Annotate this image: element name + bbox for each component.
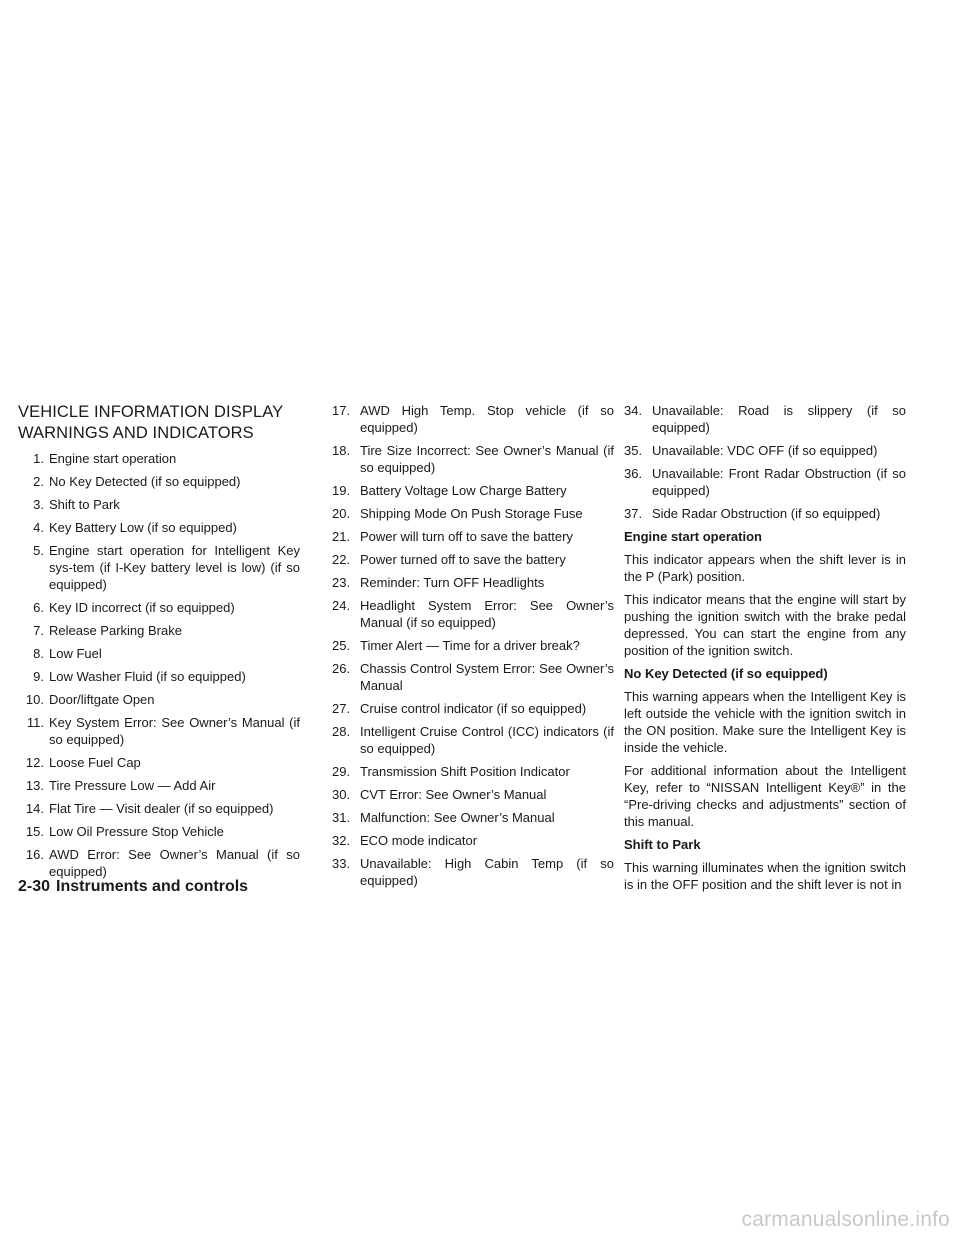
list-item bbox=[624, 465, 906, 499]
item-number: 4. bbox=[33, 520, 44, 535]
list-item bbox=[332, 442, 614, 476]
item-text: Low Fuel bbox=[49, 646, 102, 661]
item-number: 14. bbox=[25, 801, 44, 816]
item-text: Transmission Shift Position Indicator bbox=[360, 764, 570, 779]
item-text: Intelligent Cruise Control (ICC) indicators (if so equipped) bbox=[360, 724, 614, 756]
list-item bbox=[332, 505, 614, 522]
item-text: Unavailable: VDC OFF (if so equipped) bbox=[652, 443, 878, 458]
item-text: Key Battery Low (if so equipped) bbox=[49, 520, 237, 535]
list-item bbox=[332, 855, 614, 889]
item-text: Side Radar Obstruction (if so equipped) bbox=[652, 506, 881, 521]
item-text: Door/liftgate Open bbox=[49, 692, 155, 707]
list-item bbox=[18, 823, 300, 840]
item-number: 21. bbox=[332, 529, 351, 544]
watermark: carmanualsonline.info bbox=[741, 1208, 950, 1231]
item-number: 2. bbox=[33, 474, 44, 489]
item-text: AWD Error: See Owner’s Manual (if so equipped) bbox=[49, 847, 300, 879]
item-text: Release Parking Brake bbox=[49, 623, 182, 638]
section-title bbox=[18, 402, 300, 444]
column-1 bbox=[18, 402, 300, 886]
column-2 bbox=[332, 402, 614, 895]
item-number: 37. bbox=[624, 506, 643, 521]
list-item bbox=[332, 723, 614, 757]
item-number: 26. bbox=[332, 661, 351, 676]
list-item bbox=[624, 505, 906, 522]
item-text: Power will turn off to save the battery bbox=[360, 529, 573, 544]
list-item bbox=[332, 786, 614, 803]
list-item bbox=[18, 714, 300, 748]
item-text: Flat Tire — Visit dealer (if so equipped) bbox=[49, 801, 274, 816]
no-key-paragraph-2: For additional information about the Intelligent Key, refer to “NISSAN Intelligent Key®” in the “Pre-driving checks and adjustments” section of this manual. bbox=[624, 763, 906, 829]
section-title-line1: VEHICLE INFORMATION DISPLAY bbox=[18, 403, 284, 421]
item-number: 17. bbox=[332, 403, 351, 418]
item-text: Shipping Mode On Push Storage Fuse bbox=[360, 506, 583, 521]
footer-section-name: Instruments and controls bbox=[56, 878, 249, 895]
list-item bbox=[18, 668, 300, 685]
list-item bbox=[332, 528, 614, 545]
item-text: No Key Detected (if so equipped) bbox=[49, 474, 241, 489]
engine-start-paragraph-2: This indicator means that the engine will start by pushing the ignition switch with the brake pedal depressed. You can start the engine from any position of the ignition switch. bbox=[624, 592, 906, 658]
item-number: 16. bbox=[25, 847, 44, 862]
item-number: 10. bbox=[25, 692, 44, 707]
item-number: 11. bbox=[26, 715, 44, 730]
list-item bbox=[332, 660, 614, 694]
item-number: 1. bbox=[33, 451, 44, 466]
item-number: 32. bbox=[332, 833, 351, 848]
item-text: Engine start operation bbox=[49, 451, 177, 466]
item-text: Key System Error: See Owner’s Manual (if so equipped) bbox=[49, 715, 300, 747]
list-item bbox=[332, 637, 614, 654]
item-number: 18. bbox=[332, 443, 351, 458]
list-item bbox=[18, 800, 300, 817]
list-item bbox=[18, 450, 300, 467]
item-text: Loose Fuel Cap bbox=[49, 755, 141, 770]
item-number: 6. bbox=[33, 600, 44, 615]
item-number: 36. bbox=[624, 466, 643, 481]
item-text: Unavailable: Road is slippery (if so equipped) bbox=[652, 403, 906, 435]
item-number: 7. bbox=[33, 623, 44, 638]
shift-park-heading: Shift to Park bbox=[624, 837, 701, 852]
item-number: 25. bbox=[332, 638, 351, 653]
item-text: Low Washer Fluid (if so equipped) bbox=[49, 669, 246, 684]
item-number: 23. bbox=[332, 575, 351, 590]
item-number: 13. bbox=[25, 778, 44, 793]
item-text: Malfunction: See Owner’s Manual bbox=[360, 810, 555, 825]
list-item bbox=[332, 700, 614, 717]
item-text: Unavailable: Front Radar Obstruction (if so equipped) bbox=[652, 466, 906, 498]
list-item bbox=[332, 402, 614, 436]
shift-park-paragraph-1: This warning illuminates when the ignition switch is in the OFF position and the shift lever is not in bbox=[624, 860, 906, 892]
section-title-line2: WARNINGS AND INDICATORS bbox=[18, 424, 254, 442]
item-number: 34. bbox=[624, 403, 643, 418]
item-text: Battery Voltage Low Charge Battery bbox=[360, 483, 567, 498]
item-number: 3. bbox=[33, 497, 44, 512]
item-text: Cruise control indicator (if so equipped) bbox=[360, 701, 587, 716]
item-number: 29. bbox=[332, 764, 351, 779]
list-item bbox=[18, 691, 300, 708]
list-item bbox=[624, 402, 906, 436]
item-number: 28. bbox=[332, 724, 351, 739]
list-item bbox=[18, 754, 300, 771]
list-item bbox=[332, 832, 614, 849]
list-item bbox=[18, 846, 300, 880]
item-number: 24. bbox=[332, 598, 351, 613]
item-number: 20. bbox=[332, 506, 351, 521]
indicator-list-part2 bbox=[332, 402, 614, 889]
indicator-list-part3 bbox=[624, 402, 906, 522]
list-item bbox=[332, 763, 614, 780]
item-text: Chassis Control System Error: See Owner’s Manual bbox=[360, 661, 614, 693]
list-item bbox=[18, 599, 300, 616]
item-number: 33. bbox=[332, 856, 351, 871]
no-key-heading: No Key Detected (if so equipped) bbox=[624, 666, 828, 681]
item-number: 27. bbox=[332, 701, 351, 716]
engine-start-heading: Engine start operation bbox=[624, 529, 762, 544]
item-text: CVT Error: See Owner’s Manual bbox=[360, 787, 547, 802]
item-number: 19. bbox=[332, 483, 351, 498]
column-3 bbox=[624, 402, 906, 899]
list-item bbox=[332, 597, 614, 631]
item-text: Unavailable: High Cabin Temp (if so equipped) bbox=[360, 856, 614, 888]
item-number: 8. bbox=[33, 646, 44, 661]
item-text: Headlight System Error: See Owner’s Manual (if so equipped) bbox=[360, 598, 614, 630]
item-number: 35. bbox=[624, 443, 643, 458]
item-text: Engine start operation for Intelligent Key sys-tem (if I-Key battery level is low) (if so equipped) bbox=[49, 543, 300, 592]
item-text: ECO mode indicator bbox=[360, 833, 478, 848]
list-item bbox=[18, 542, 300, 593]
list-item bbox=[18, 622, 300, 639]
item-number: 30. bbox=[332, 787, 351, 802]
item-number: 15. bbox=[25, 824, 44, 839]
item-text: Power turned off to save the battery bbox=[360, 552, 566, 567]
item-number: 12. bbox=[25, 755, 44, 770]
list-item bbox=[332, 809, 614, 826]
list-item bbox=[18, 519, 300, 536]
item-text: Low Oil Pressure Stop Vehicle bbox=[49, 824, 224, 839]
item-text: AWD High Temp. Stop vehicle (if so equipped) bbox=[360, 403, 614, 435]
engine-start-paragraph-1: This indicator appears when the shift lever is in the P (Park) position. bbox=[624, 552, 906, 584]
item-text: Key ID incorrect (if so equipped) bbox=[49, 600, 235, 615]
list-item bbox=[18, 777, 300, 794]
list-item bbox=[624, 442, 906, 459]
list-item bbox=[332, 482, 614, 499]
item-text: Reminder: Turn OFF Headlights bbox=[360, 575, 545, 590]
item-text: Shift to Park bbox=[49, 497, 120, 512]
no-key-paragraph-1: This warning appears when the Intelligent Key is left outside the vehicle with the ignition switch in the ON position. Make sure the Intelligent Key is inside the vehicle. bbox=[624, 689, 906, 755]
item-text: Tire Pressure Low — Add Air bbox=[49, 778, 216, 793]
list-item bbox=[332, 551, 614, 568]
list-item bbox=[18, 496, 300, 513]
list-item bbox=[18, 645, 300, 662]
list-item bbox=[18, 473, 300, 490]
item-number: 9. bbox=[33, 669, 44, 684]
item-number: 5. bbox=[33, 543, 44, 558]
item-number: 31. bbox=[332, 810, 351, 825]
indicator-list-part1 bbox=[18, 450, 300, 880]
item-number: 22. bbox=[332, 552, 351, 567]
page-number: 2-30 bbox=[18, 878, 51, 895]
item-text: Timer Alert — Time for a driver break? bbox=[360, 638, 580, 653]
item-text: Tire Size Incorrect: See Owner’s Manual (if so equipped) bbox=[360, 443, 614, 475]
list-item bbox=[332, 574, 614, 591]
page-footer bbox=[18, 877, 248, 897]
